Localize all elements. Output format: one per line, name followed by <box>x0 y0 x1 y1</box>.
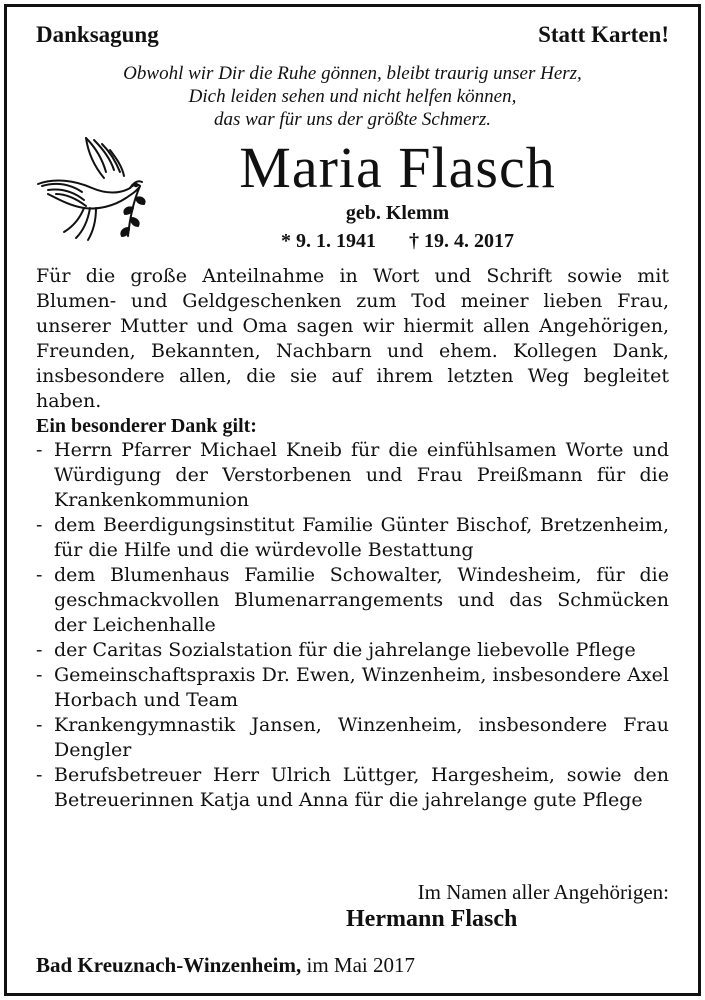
header-row <box>36 22 669 48</box>
footer-line <box>36 953 415 978</box>
list-item: - der Caritas Sozialstation für die jahrelange liebevolle Pflege <box>36 638 669 663</box>
birth-name: geb. Klemm <box>345 202 450 224</box>
life-dates <box>130 230 665 253</box>
header-title: Danksagung <box>36 22 159 47</box>
footer-place: Bad Kreuznach-Winzenheim, <box>36 953 302 977</box>
signature-intro: Im Namen aller Angehörigen: <box>417 880 669 904</box>
thanks-text <box>36 264 669 813</box>
list-item: - Berufsbetreuer Herr Ulrich Lüttger, Hargesheim, sowie den Betreuerinnen Katja und Anna für die jahrelange gute Pflege <box>36 763 669 813</box>
list-item: - dem Blumenhaus Familie Schowalter, Windesheim, für die geschmackvollen Blumenarrangements und das Schmücken der Leichenhalle <box>36 563 669 638</box>
birth-date: * 9. 1. 1941 <box>281 230 376 252</box>
poem-line: das war für uns der größte Schmerz. <box>213 109 492 130</box>
poem-line: Obwohl wir Dir die Ruhe gönnen, bleibt traurig unser Herz, <box>123 63 582 84</box>
list-item: - dem Beerdigungsinstitut Familie Günter Bischof, Bretzenheim, für die Hilfe und die würdevolle Bestattung <box>36 513 669 563</box>
poem-line: Dich leiden sehen und nicht helfen können, <box>188 86 517 107</box>
list-item: - Herrn Pfarrer Michael Kneib für die einfühlsamen Worte und Würdigung der Verstorbenen und Frau Preißmann für die Krankenkommunion <box>36 438 669 513</box>
footer-date: im Mai 2017 <box>306 953 415 977</box>
thanks-heading: Ein besonderer Dank gilt: <box>36 415 257 437</box>
intro-paragraph: Für die große Anteilnahme in Wort und Schrift sowie mit Blumen- und Geldgeschenken zum Tod meiner lieben Frau, unserer Mutter und Oma sagen wir hiermit allen Angehörigen, Freunden, Bekannten, Nachbarn und ehem. Kollegen Dank, insbesondere allen, die sie auf ihrem letzten Weg begleitet haben. <box>36 265 669 412</box>
signature-name: Hermann Flasch <box>346 906 518 932</box>
death-date: † 19. 4. 2017 <box>409 230 514 252</box>
list-item: - Gemeinschaftspraxis Dr. Ewen, Winzenheim, insbesondere Axel Horbach und Team <box>36 663 669 713</box>
list-item: - Krankengymnastik Jansen, Winzenheim, insbesondere Frau Dengler <box>36 713 669 763</box>
deceased-name: Maria Flasch <box>239 135 556 200</box>
thanks-list <box>36 438 669 813</box>
header-note: Statt Karten! <box>538 22 669 47</box>
poem <box>0 62 705 131</box>
